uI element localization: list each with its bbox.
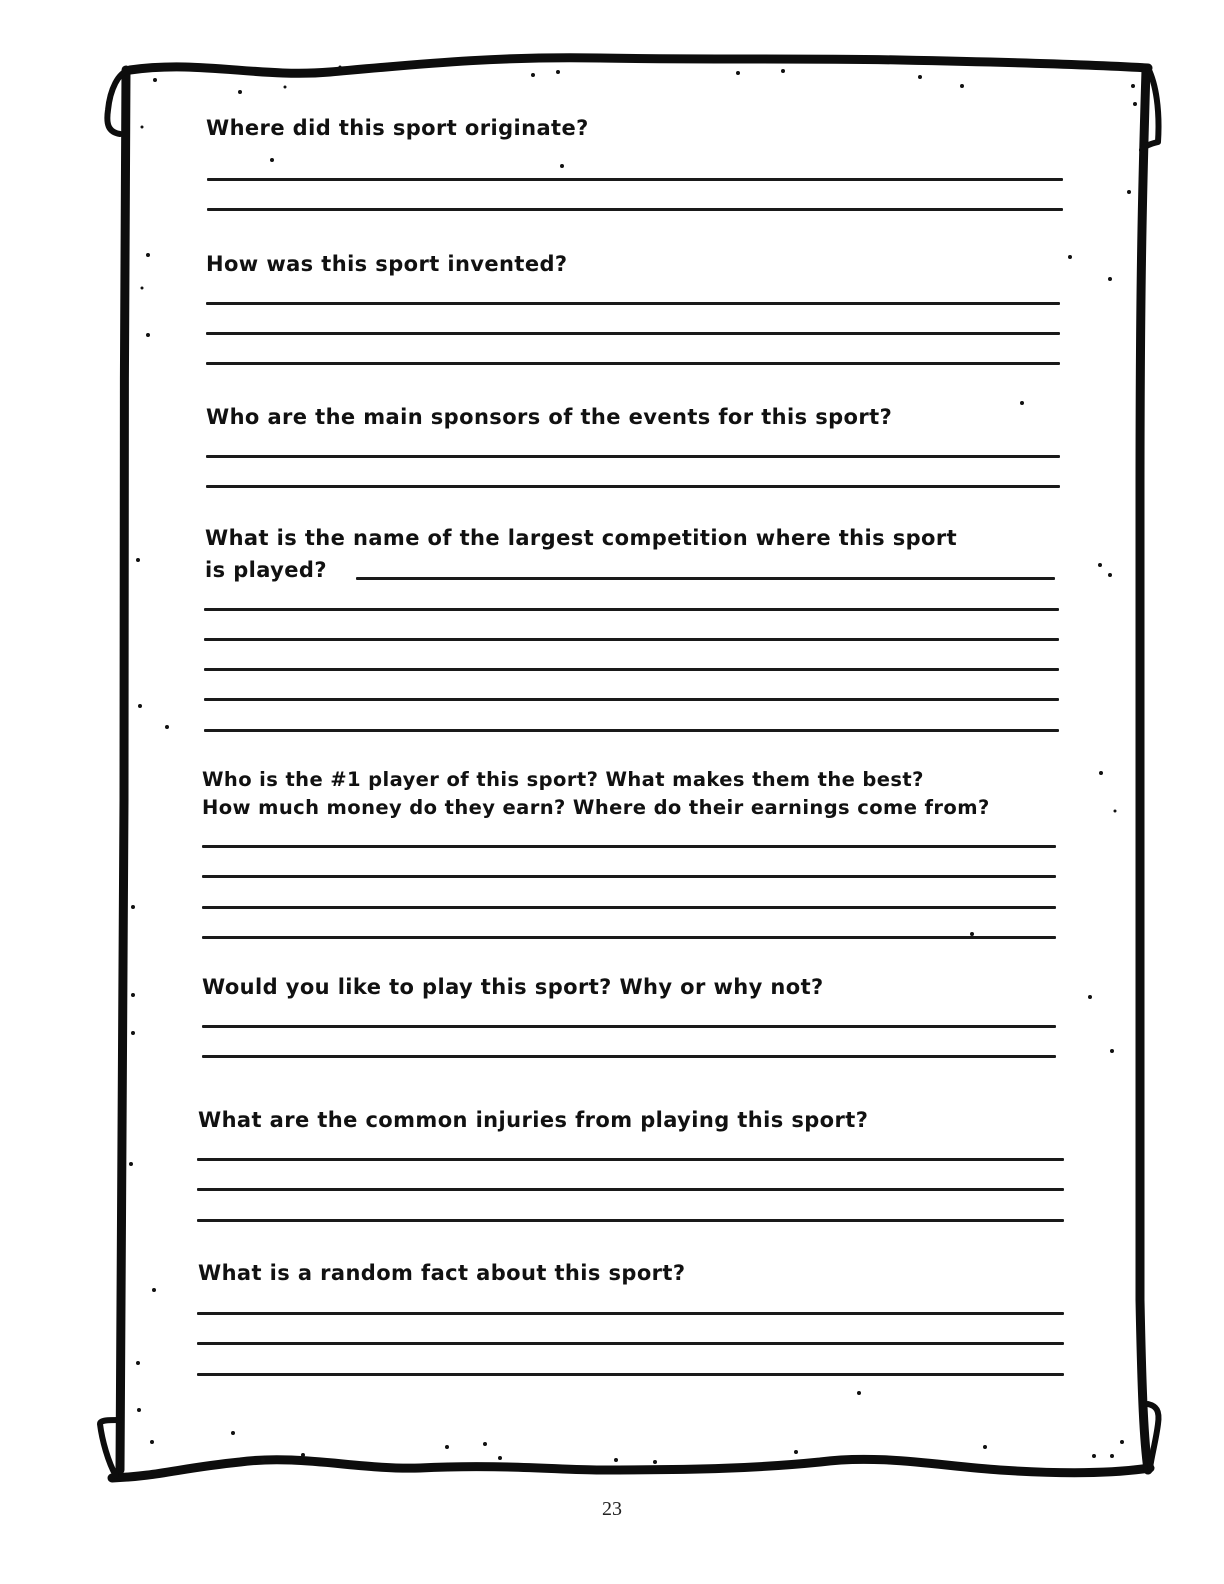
answer-line[interactable] bbox=[202, 875, 1056, 878]
page-number: 23 bbox=[602, 1498, 622, 1520]
question-random-fact: What is a random fact about this sport? bbox=[198, 1261, 686, 1285]
question-largest-competition-line1: What is the name of the largest competition where this sport bbox=[205, 526, 958, 550]
question-top-player-line2: How much money do they earn? Where do their earnings come from? bbox=[202, 796, 990, 819]
answer-line[interactable] bbox=[206, 332, 1060, 335]
answer-line[interactable] bbox=[202, 845, 1056, 848]
answer-line[interactable] bbox=[206, 485, 1060, 488]
answer-line[interactable] bbox=[202, 906, 1056, 909]
answer-line[interactable] bbox=[197, 1312, 1064, 1315]
answer-line[interactable] bbox=[202, 1025, 1056, 1028]
question-origin: Where did this sport originate? bbox=[206, 116, 589, 140]
answer-line[interactable] bbox=[204, 698, 1059, 701]
answer-line[interactable] bbox=[207, 178, 1063, 181]
answer-line[interactable] bbox=[197, 1342, 1064, 1345]
answer-line[interactable] bbox=[206, 455, 1060, 458]
answer-line[interactable] bbox=[204, 729, 1059, 732]
question-invention: How was this sport invented? bbox=[206, 252, 568, 276]
answer-line[interactable] bbox=[202, 1055, 1056, 1058]
answer-line[interactable] bbox=[204, 668, 1059, 671]
answer-line[interactable] bbox=[204, 608, 1059, 611]
question-largest-competition-line2: is played? bbox=[205, 558, 327, 582]
question-injuries: What are the common injuries from playing this sport? bbox=[198, 1108, 869, 1132]
answer-line-inline[interactable] bbox=[356, 577, 1055, 580]
answer-line[interactable] bbox=[197, 1373, 1064, 1376]
answer-line[interactable] bbox=[206, 362, 1060, 365]
question-sponsors: Who are the main sponsors of the events for this sport? bbox=[206, 405, 893, 429]
answer-line[interactable] bbox=[197, 1219, 1064, 1222]
answer-line[interactable] bbox=[197, 1158, 1064, 1161]
answer-line[interactable] bbox=[207, 208, 1063, 211]
answer-line[interactable] bbox=[202, 936, 1056, 939]
answer-line[interactable] bbox=[204, 638, 1059, 641]
answer-line[interactable] bbox=[197, 1188, 1064, 1191]
answer-line[interactable] bbox=[206, 302, 1060, 305]
question-would-play: Would you like to play this sport? Why or why not? bbox=[202, 975, 824, 999]
question-top-player-line1: Who is the #1 player of this sport? What makes them the best? bbox=[202, 768, 924, 791]
